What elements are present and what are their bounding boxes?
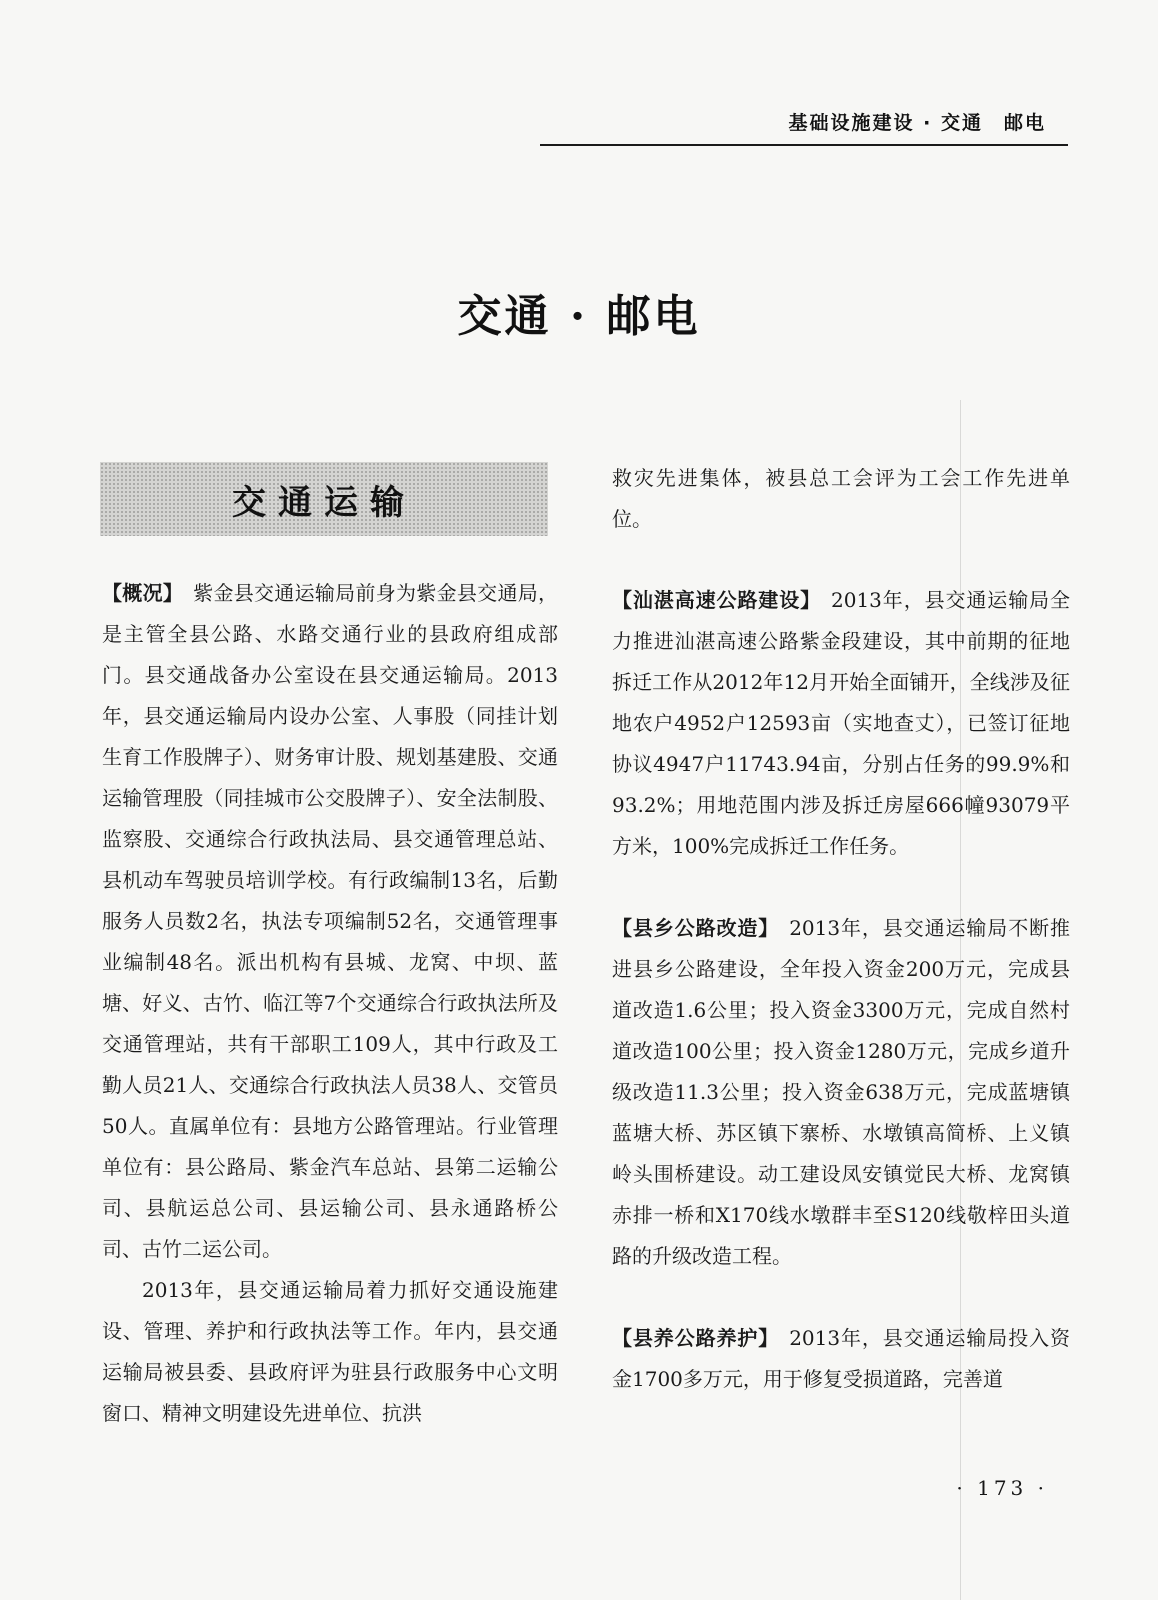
expressway-heading: 【汕湛高速公路建设】 (612, 588, 821, 612)
section-banner (100, 462, 548, 536)
overview-heading: 【概况】 (102, 581, 184, 605)
county-road-paragraph (612, 908, 1070, 1277)
running-title: 基础设施建设 · 交通 邮电 (788, 112, 1046, 134)
right-column (612, 458, 1070, 1400)
left-column (102, 573, 558, 1434)
section-title: 交通运输 (232, 482, 416, 523)
page-number: · 173 · (956, 1476, 1048, 1500)
county-road-body: 2013年，县交通运输局不断推进县乡公路建设，全年投入资金200万元，完成县道改造1.6公里；投入资金3300万元，完成自然村道改造100公里；投入资金1280万元，完成乡道升级改造11.3公里；投入资金638万元，完成蓝塘镇蓝塘大桥、苏区镇下寨桥、水墩镇高简桥、上义镇岭头围桥建设。动工建设凤安镇觉民大桥、龙窝镇赤排一桥和X170线水墩群丰至S120线敬梓田头道路的升级改造工程。 (612, 916, 1070, 1268)
road-maintenance-body: 2013年，县交通运输局投入资金1700多万元，用于修复受损道路，完善道 (612, 1326, 1070, 1391)
expressway-body: 2013年，县交通运输局全力推进汕湛高速公路紫金段建设，其中前期的征地拆迁工作从2012年12月开始全面铺开，全线涉及征地农户4952户12593亩（实地查丈），已签订征地协议4947户11743.94亩，分别占任务的99.9%和93.2%；用地范围内涉及拆迁房屋666幢93079平方米，100%完成拆迁工作任务。 (612, 588, 1070, 858)
running-header (540, 98, 1068, 146)
overview-body: 紫金县交通运输局前身为紫金县交通局，是主管全县公路、水路交通行业的县政府组成部门。县交通战备办公室设在县交通运输局。2013年，县交通运输局内设办公室、人事股（同挂计划生育工作股牌子）、财务审计股、规划基建股、交通运输管理股（同挂城市公交股牌子）、安全法制股、监察股、交通综合行政执法局、县交通管理总站、县机动车驾驶员培训学校。有行政编制13名，后勤服务人员数2名，执法专项编制52名，交通管理事业编制48名。派出机构有县城、龙窝、中坝、蓝塘、好义、古竹、临江等7个交通综合行政执法所及交通管理站，共有干部职工109人，其中行政及工勤人员21人、交通综合行政执法人员38人、交管员50人。直属单位有：县地方公路管理站。行业管理单位有：县公路局、紫金汽车总站、县第二运输公司、县航运总公司、县运输公司、县永通路桥公司、古竹二运公司。 (102, 581, 559, 1261)
expressway-paragraph (612, 580, 1070, 867)
header-rule (540, 144, 1068, 146)
county-road-heading: 【县乡公路改造】 (612, 916, 780, 940)
continued-paragraph: 救灾先进集体，被县总工会评为工会工作先进单位。 (612, 466, 1070, 531)
scan-fold-line (960, 400, 961, 1600)
summary-paragraph: 2013年，县交通运输局着力抓好交通设施建设、管理、养护和行政执法等工作。年内，县交通运输局被县委、县政府评为驻县行政服务中心文明窗口、精神文明建设先进单位、抗洪 (102, 1278, 558, 1425)
road-maintenance-heading: 【县养公路养护】 (612, 1326, 780, 1350)
overview-paragraph (102, 573, 558, 1270)
road-maintenance-paragraph (612, 1318, 1070, 1400)
page-title: 交通 · 邮电 (457, 291, 701, 342)
